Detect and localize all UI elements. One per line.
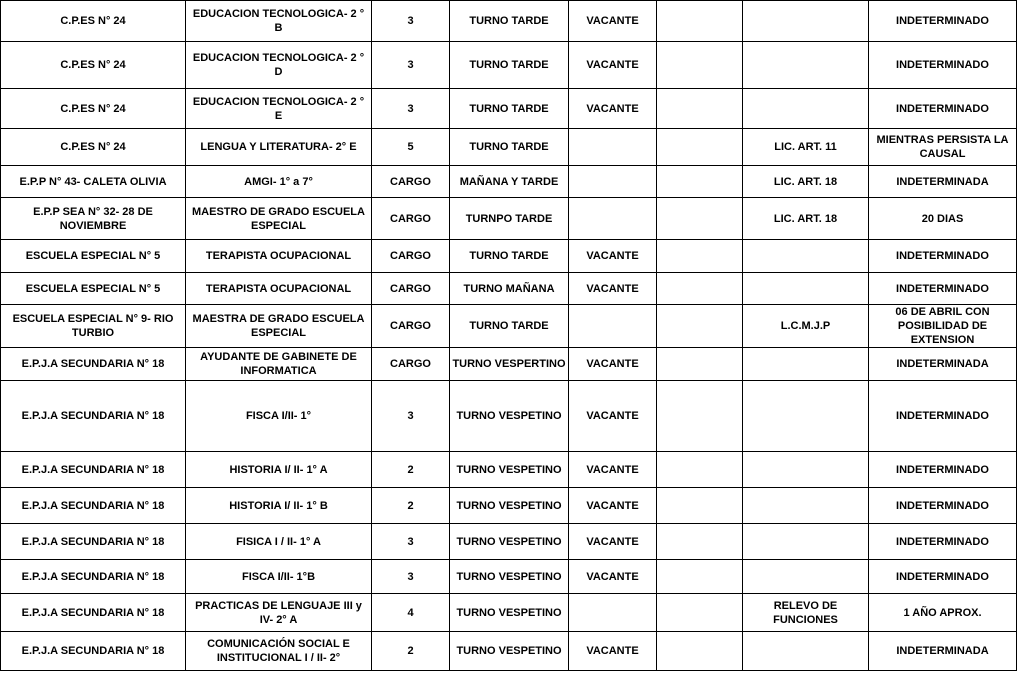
- cell-subject: FISICA I / II- 1° A: [186, 524, 372, 560]
- cell-subject: EDUCACION TECNOLOGICA- 2 ° B: [186, 1, 372, 42]
- cell-hours: 5: [372, 129, 450, 166]
- table-row: [1, 560, 1017, 594]
- cell-status: [569, 129, 657, 166]
- cell-duration: 1 AÑO APROX.: [869, 594, 1017, 632]
- cell-school: E.P.P N° 43- CALETA OLIVIA: [1, 166, 186, 198]
- cell-school: E.P.J.A SECUNDARIA N° 18: [1, 381, 186, 452]
- cell-school: E.P.J.A SECUNDARIA N° 18: [1, 348, 186, 381]
- cell-duration: INDETERMINADO: [869, 240, 1017, 273]
- cell-subject: TERAPISTA OCUPACIONAL: [186, 273, 372, 305]
- cell-reason: LIC. ART. 18: [743, 198, 869, 240]
- cell-reason: [743, 632, 869, 671]
- cell-hours: 2: [372, 632, 450, 671]
- cell-reason: [743, 488, 869, 524]
- cell-hours: CARGO: [372, 198, 450, 240]
- cell-status: VACANTE: [569, 560, 657, 594]
- cell-school: E.P.J.A SECUNDARIA N° 18: [1, 560, 186, 594]
- cell-subject: HISTORIA I/ II- 1° A: [186, 452, 372, 488]
- cell-reason: [743, 381, 869, 452]
- cell-shift: TURNO VESPETINO: [450, 632, 569, 671]
- cell-duration: INDETERMINADO: [869, 452, 1017, 488]
- cell-school: E.P.J.A SECUNDARIA N° 18: [1, 452, 186, 488]
- cell-reason: [743, 1, 869, 42]
- cell-subject: TERAPISTA OCUPACIONAL: [186, 240, 372, 273]
- cell-reason: [743, 240, 869, 273]
- cell-duration: INDETERMINADO: [869, 89, 1017, 129]
- cell-status: VACANTE: [569, 89, 657, 129]
- cell-subject: HISTORIA I/ II- 1° B: [186, 488, 372, 524]
- cell-blank: [657, 273, 743, 305]
- cell-shift: TURNO TARDE: [450, 240, 569, 273]
- cell-reason: [743, 42, 869, 89]
- cell-duration: 20 DIAS: [869, 198, 1017, 240]
- cell-duration: INDETERMINADA: [869, 632, 1017, 671]
- table-row: [1, 1, 1017, 42]
- cell-subject: COMUNICACIÓN SOCIAL E INSTITUCIONAL I / II- 2°: [186, 632, 372, 671]
- cell-status: VACANTE: [569, 381, 657, 452]
- cell-subject: MAESTRO DE GRADO ESCUELA ESPECIAL: [186, 198, 372, 240]
- cell-shift: MAÑANA Y TARDE: [450, 166, 569, 198]
- cell-hours: 4: [372, 594, 450, 632]
- table-row: [1, 524, 1017, 560]
- cell-school: E.P.J.A SECUNDARIA N° 18: [1, 632, 186, 671]
- cell-blank: [657, 1, 743, 42]
- cell-hours: 2: [372, 488, 450, 524]
- cell-reason: [743, 89, 869, 129]
- cell-shift: TURNO MAÑANA: [450, 273, 569, 305]
- cell-shift: TURNO TARDE: [450, 305, 569, 348]
- table-row: [1, 166, 1017, 198]
- cell-blank: [657, 89, 743, 129]
- cell-hours: CARGO: [372, 348, 450, 381]
- cell-shift: TURNO VESPETINO: [450, 524, 569, 560]
- cell-status: VACANTE: [569, 42, 657, 89]
- cell-hours: CARGO: [372, 305, 450, 348]
- cell-blank: [657, 305, 743, 348]
- cell-blank: [657, 129, 743, 166]
- cell-subject: EDUCACION TECNOLOGICA- 2 ° D: [186, 42, 372, 89]
- cell-status: [569, 305, 657, 348]
- cell-school: E.P.J.A SECUNDARIA N° 18: [1, 488, 186, 524]
- cell-duration: INDETERMINADO: [869, 273, 1017, 305]
- cell-blank: [657, 632, 743, 671]
- table-row: [1, 452, 1017, 488]
- cell-reason: [743, 348, 869, 381]
- cell-blank: [657, 594, 743, 632]
- cell-reason: RELEVO DE FUNCIONES: [743, 594, 869, 632]
- cell-duration: INDETERMINADO: [869, 560, 1017, 594]
- cell-school: E.P.P SEA N° 32- 28 DE NOVIEMBRE: [1, 198, 186, 240]
- cell-reason: LIC. ART. 11: [743, 129, 869, 166]
- cell-duration: INDETERMINADO: [869, 488, 1017, 524]
- cell-duration: INDETERMINADO: [869, 42, 1017, 89]
- cell-blank: [657, 488, 743, 524]
- table-row: [1, 488, 1017, 524]
- cell-school: C.P.ES N° 24: [1, 1, 186, 42]
- cell-subject: AYUDANTE DE GABINETE DE INFORMATICA: [186, 348, 372, 381]
- table-row: [1, 305, 1017, 348]
- table-row: [1, 381, 1017, 452]
- cell-blank: [657, 348, 743, 381]
- cell-status: [569, 198, 657, 240]
- cell-hours: 2: [372, 452, 450, 488]
- cell-reason: [743, 524, 869, 560]
- cell-subject: PRACTICAS DE LENGUAJE III y IV- 2° A: [186, 594, 372, 632]
- cell-status: [569, 166, 657, 198]
- cell-school: ESCUELA ESPECIAL N° 9- RIO TURBIO: [1, 305, 186, 348]
- table-row: [1, 240, 1017, 273]
- cell-subject: LENGUA Y LITERATURA- 2° E: [186, 129, 372, 166]
- cell-shift: TURNO VESPETINO: [450, 594, 569, 632]
- cell-shift: TURNPO TARDE: [450, 198, 569, 240]
- cell-school: C.P.ES N° 24: [1, 89, 186, 129]
- cell-shift: TURNO VESPETINO: [450, 488, 569, 524]
- cell-shift: TURNO TARDE: [450, 129, 569, 166]
- cell-reason: [743, 452, 869, 488]
- cell-subject: FISCA I/II- 1°: [186, 381, 372, 452]
- cell-duration: INDETERMINADA: [869, 166, 1017, 198]
- cell-duration: 06 DE ABRIL CON POSIBILIDAD DE EXTENSION: [869, 305, 1017, 348]
- cell-status: VACANTE: [569, 632, 657, 671]
- cell-blank: [657, 381, 743, 452]
- cell-duration: INDETERMINADA: [869, 348, 1017, 381]
- cell-status: VACANTE: [569, 273, 657, 305]
- cell-shift: TURNO VESPETINO: [450, 381, 569, 452]
- cell-hours: 3: [372, 1, 450, 42]
- cell-shift: TURNO VESPERTINO: [450, 348, 569, 381]
- cell-reason: L.C.M.J.P: [743, 305, 869, 348]
- cell-shift: TURNO TARDE: [450, 42, 569, 89]
- cell-status: [569, 594, 657, 632]
- cell-school: E.P.J.A SECUNDARIA N° 18: [1, 524, 186, 560]
- cell-status: VACANTE: [569, 1, 657, 42]
- cell-reason: [743, 560, 869, 594]
- cell-school: E.P.J.A SECUNDARIA N° 18: [1, 594, 186, 632]
- cell-duration: MIENTRAS PERSISTA LA CAUSAL: [869, 129, 1017, 166]
- cell-subject: MAESTRA DE GRADO ESCUELA ESPECIAL: [186, 305, 372, 348]
- cell-hours: 3: [372, 89, 450, 129]
- cell-blank: [657, 452, 743, 488]
- cell-hours: 3: [372, 381, 450, 452]
- cell-hours: CARGO: [372, 273, 450, 305]
- cell-reason: [743, 273, 869, 305]
- cell-hours: 3: [372, 560, 450, 594]
- cell-shift: TURNO VESPETINO: [450, 452, 569, 488]
- cell-blank: [657, 42, 743, 89]
- cell-blank: [657, 166, 743, 198]
- table-row: [1, 42, 1017, 89]
- cell-shift: TURNO TARDE: [450, 1, 569, 42]
- cell-reason: LIC. ART. 18: [743, 166, 869, 198]
- table-row: [1, 198, 1017, 240]
- cell-blank: [657, 240, 743, 273]
- table-row: [1, 632, 1017, 671]
- cell-school: ESCUELA ESPECIAL N° 5: [1, 273, 186, 305]
- cell-blank: [657, 560, 743, 594]
- cell-status: VACANTE: [569, 452, 657, 488]
- cell-school: C.P.ES N° 24: [1, 129, 186, 166]
- cell-duration: INDETERMINADO: [869, 381, 1017, 452]
- cell-status: VACANTE: [569, 524, 657, 560]
- table-row: [1, 129, 1017, 166]
- cell-shift: TURNO TARDE: [450, 89, 569, 129]
- cell-duration: INDETERMINADO: [869, 1, 1017, 42]
- cell-school: C.P.ES N° 24: [1, 42, 186, 89]
- table-row: [1, 594, 1017, 632]
- cell-blank: [657, 524, 743, 560]
- cell-subject: EDUCACION TECNOLOGICA- 2 ° E: [186, 89, 372, 129]
- cell-subject: FISCA I/II- 1°B: [186, 560, 372, 594]
- cell-hours: 3: [372, 524, 450, 560]
- cell-status: VACANTE: [569, 488, 657, 524]
- cell-status: VACANTE: [569, 240, 657, 273]
- table-body: [1, 1, 1017, 671]
- cell-shift: TURNO VESPETINO: [450, 560, 569, 594]
- table-row: [1, 348, 1017, 381]
- cell-status: VACANTE: [569, 348, 657, 381]
- cell-blank: [657, 198, 743, 240]
- cell-subject: AMGI- 1° a 7°: [186, 166, 372, 198]
- cell-school: ESCUELA ESPECIAL N° 5: [1, 240, 186, 273]
- table-row: [1, 273, 1017, 305]
- cell-hours: CARGO: [372, 240, 450, 273]
- cell-duration: INDETERMINADO: [869, 524, 1017, 560]
- cell-hours: CARGO: [372, 166, 450, 198]
- table-row: [1, 89, 1017, 129]
- cell-hours: 3: [372, 42, 450, 89]
